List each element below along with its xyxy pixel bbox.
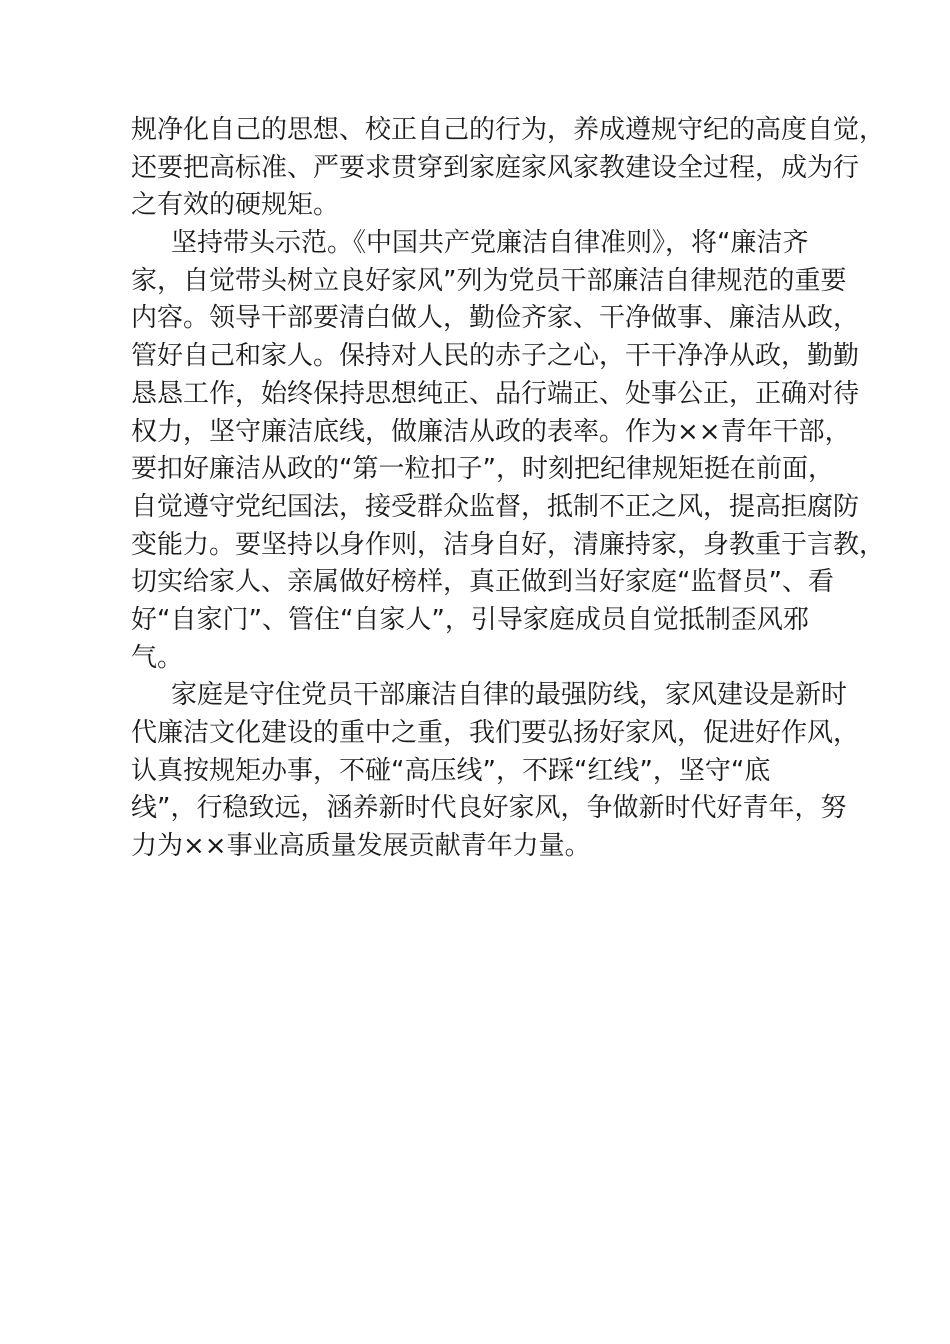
text-line: 要扣好廉洁从政的“第一粒扣子”，时刻把纪律规矩挺在前面， (131, 454, 834, 485)
paragraph-2 (131, 225, 886, 677)
text-line: 家庭是守住党员干部廉洁自律的最强防线，家风建设是新时 (171, 680, 848, 711)
text-line: 还要把高标准、严要求贯穿到家庭家风家教建设全过程，成为行 (131, 152, 860, 183)
text-line: 认真按规矩办事，不碰“高压线”，不踩“红线”，坚守“底 (131, 755, 771, 786)
paragraph-3 (131, 677, 871, 865)
text-line: 线”，行稳致远，涵养新时代良好家风，争做新时代好青年，努 (131, 793, 847, 824)
text-line: 家，自觉带头树立良好家风”列为党员干部廉洁自律规范的重要 (131, 265, 847, 296)
text-line: 权力，坚守廉洁底线，做廉洁从政的表率。作为××青年干部， (131, 416, 851, 447)
text-line: 恳恳工作，始终保持思想纯正、品行端正、处事公正，正确对待 (131, 378, 860, 409)
paragraph-1 (131, 112, 886, 225)
text-line: 内容。领导干部要清白做人，勤俭齐家、干净做事、廉洁从政， (131, 303, 860, 334)
text-line: 管好自己和家人。保持对人民的赤子之心，干干净净从政，勤勤 (131, 341, 860, 372)
text-line: 自觉遵守党纪国法，接受群众监督，抵制不正之风，提高拒腐防 (131, 491, 860, 522)
text-line: 规净化自己的思想、校正自己的行为，养成遵规守纪的高度自觉， (131, 115, 886, 145)
body-text (131, 112, 886, 866)
text-line: 气。 (131, 642, 184, 673)
text-line: 力为××事业高质量发展贡献青年力量。 (131, 831, 591, 862)
text-line: 之有效的硬规矩。 (131, 190, 340, 221)
text-line: 切实给家人、亲属做好榜样，真正做到当好家庭“监督员”、看 (131, 567, 834, 598)
text-line: 坚持带头示范。《中国共产党廉洁自律准则》，将“廉洁齐 (171, 228, 809, 259)
text-line: 代廉洁文化建设的重中之重，我们要弘扬好家风，促进好作风， (131, 718, 860, 748)
text-line: 变能力。要坚持以身作则，洁身自好，清廉持家，身教重于言教， (131, 529, 886, 560)
text-line: 好“自家门”、管住“自家人”，引导家庭成员自觉抵制歪风邪 (131, 604, 809, 635)
